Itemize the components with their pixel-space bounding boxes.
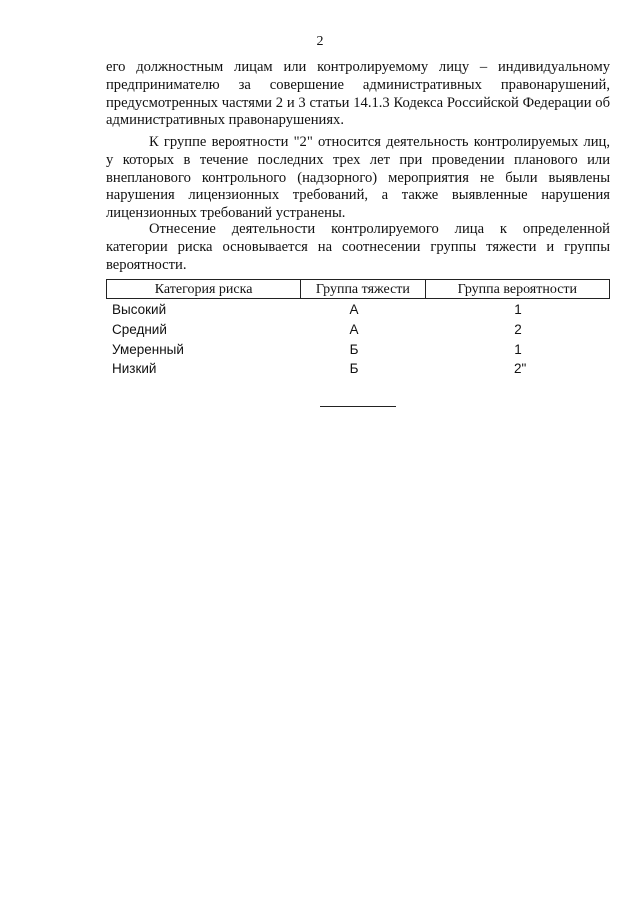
closing-divider-line bbox=[320, 406, 396, 407]
severity-group: А bbox=[349, 302, 359, 317]
table-row bbox=[112, 342, 612, 362]
risk-category: Высокий bbox=[112, 302, 167, 317]
header-severity-group: Группа тяжести bbox=[301, 280, 426, 299]
header-risk-category: Категория риска bbox=[107, 280, 301, 299]
probability-group: 2" bbox=[514, 361, 527, 376]
paragraph-1: его должностным лицам или контролируемому лицу – индивидуальному предпринимателю за совершение административных правонарушений, предусмотренных частями 2 и 3 статьи 14.1.3 Кодекса Российской Федерации об административных правонарушениях. bbox=[106, 59, 610, 129]
probability-group: 1 bbox=[514, 302, 522, 317]
probability-group: 2 bbox=[514, 322, 522, 337]
table-row bbox=[112, 361, 612, 381]
table-row bbox=[112, 322, 612, 342]
severity-group: Б bbox=[349, 361, 359, 376]
severity-group: Б bbox=[349, 342, 359, 357]
risk-category: Умеренный bbox=[112, 342, 184, 357]
paragraph-2: К группе вероятности "2" относится деятельность контролируемых лиц, у которых в течение последних трех лет при проведении планового или внепланового контрольного (надзорного) мероприятия не были выявлены нарушения лицензионных требований, а также выявленные нарушения лицензионных требований устранены. bbox=[106, 134, 610, 222]
header-probability-group: Группа вероятности bbox=[425, 280, 609, 299]
risk-category: Низкий bbox=[112, 361, 157, 376]
severity-group: А bbox=[349, 322, 359, 337]
page-number: 2 bbox=[316, 34, 324, 49]
table-header-row bbox=[107, 280, 610, 299]
paragraph-3: Отнесение деятельности контролируемого лица к определенной категории риска основывается на соотнесении группы тяжести и группы вероятности. bbox=[106, 221, 610, 273]
table-row bbox=[112, 302, 612, 322]
probability-group: 1 bbox=[514, 342, 522, 357]
risk-category: Средний bbox=[112, 322, 167, 337]
risk-table-header bbox=[106, 279, 610, 299]
